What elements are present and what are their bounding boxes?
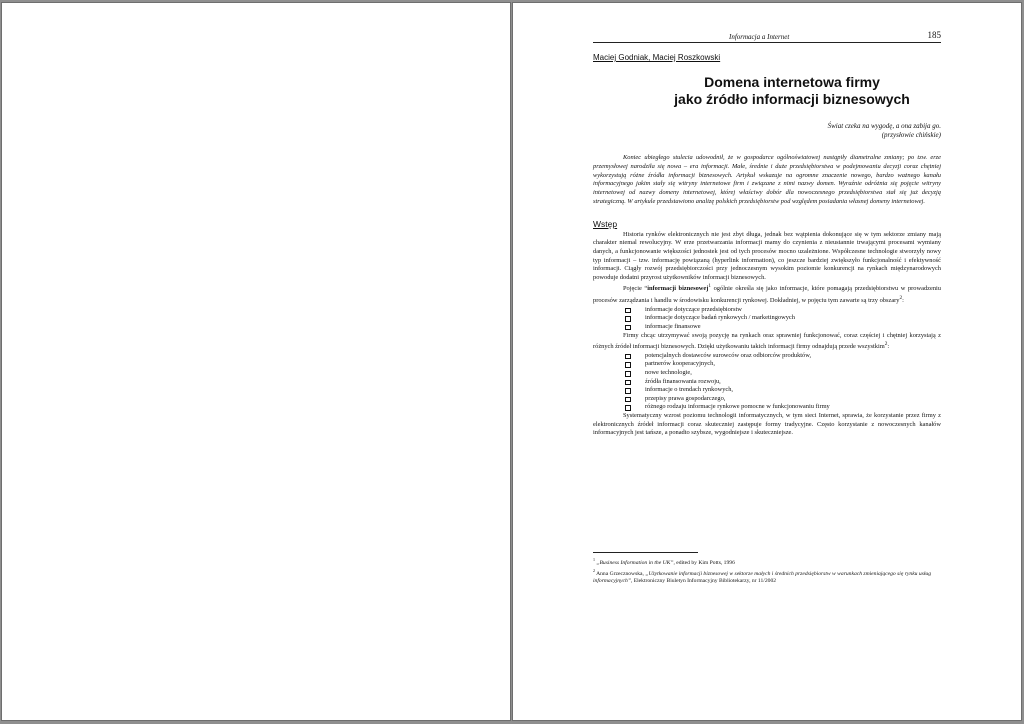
- para3-end: :: [887, 343, 890, 351]
- footnote-ref-1[interactable]: 1: [708, 283, 712, 290]
- authors: Maciej Godniak, Maciej Roszkowski: [593, 53, 721, 62]
- article-title: [593, 74, 941, 108]
- epigraph: [593, 122, 941, 140]
- paragraph-2: [593, 282, 941, 305]
- footnote-1-number: 1: [593, 557, 595, 562]
- footnote-2-author: Anna Grzecznowska,: [595, 570, 646, 577]
- page-right: [513, 3, 1021, 720]
- page-content: [593, 29, 941, 438]
- page-number: 185: [927, 30, 941, 40]
- epigraph-source: (przysłowie chińskie): [881, 131, 941, 139]
- footnote-1-title: „Business Information in the UK”: [596, 559, 674, 566]
- footnote-1: [593, 556, 941, 567]
- running-header-title: Informacja a Internet: [729, 33, 790, 41]
- abstract: Koniec ubiegłego stulecia udowodnił, że w gospodarce ogólnoświatowej nastąpiły diametralne zmiany; po tzw. erze przemysłowej narodziła się nowa – era informacji. Małe, średnie i duże przedsiębiorstwa w podejmowaniu decyzji coraz chętniej wykorzystują różne źródła informacji biznesowych. Artykuł wskazuje na ogromne znaczenie nowego, bardzo ważnego kanału informacyjnego jakim stały się witryny internetowe firm i związane z nimi nazwy domen. Wyraźnie odróżnia się pojęcie witryny internetowej od nazwy domeny internetowej, której właściwy dobór dla nowoczesnego przedsiębiorstwa stał się już decyzją strategiczną. W artykule przedstawiono analizę polskich przedsiębiorstw pod względem posiadania własnej domeny internetowej.: [593, 154, 941, 205]
- list-item: źródła finansowania rozwoju,: [625, 378, 941, 387]
- list-item: informacje dotyczące badań rynkowych / marketingowych: [625, 314, 941, 323]
- footnote-ref-3[interactable]: 2: [884, 341, 888, 348]
- footnote-divider: [593, 552, 698, 553]
- list-item: przepisy prawa gospodarczego,: [625, 395, 941, 404]
- list-item: partnerów kooperacyjnych,: [625, 360, 941, 369]
- paragraph-1: Historia rynków elektronicznych nie jest zbyt długa, jednak bez wątpienia dokonujące się w tym sektorze zmiany mają charakter niemal rewolucyjny. W erze przetwarzania informacji mamy do czynienia z nieustannie trwającymi procesami wymiany danych, a funkcjonowanie większości jednostek jest od tych procesów mocno uzależnione. Współczesne technologie stworzyły nowy typ informacji – tzw. informację powiązaną (hyperlink information), co jeszcze bardziej zwiększyło funkcjonalność i efektywność informacji. Ciągły rozwój przedsiębiorczości przy jednoczesnym wysokim poziomie konkurencji na rynkach międzynarodowych powoduje dodatni przyrost użytkowników informacji biznesowych.: [593, 230, 941, 281]
- footnote-ref-2[interactable]: 2: [899, 295, 903, 302]
- footnote-2-number: 2: [593, 568, 595, 574]
- para2-rest: ogólnie określa się jako informacje, które pomagają przedsiębiorstwu w prowadzeniu procesów zarządzania i handlu w środowisku konkurencji rynkowej. Dokładniej, w pojęciu tym zawarte są trzy obszary: [593, 285, 941, 305]
- footnotes: [593, 552, 941, 585]
- footnote-2-title: „Użytkowanie informacji biznesowej w sektorze małych i średnich przedsiębiorstw w warunkach zmieniającego się rynku usług informacyjnych”: [593, 570, 931, 585]
- epigraph-quote: Świat czeka na wygodę, a ona zabija go.: [827, 122, 941, 130]
- footnote-2-rest: , Elektroniczny Biuletyn Informacyjny Bibliotekarzy, nr 11/2002: [630, 578, 777, 585]
- section-heading: Wstęp: [593, 218, 618, 229]
- bullet-list-1: [593, 306, 941, 332]
- para3-text: Firmy chcąc utrzymywać swoją pozycję na rynkach oraz sprawniej funkcjonować, coraz częściej i chętniej korzystają z różnych źródeł informacji biznesowych. Dzięki użytkowaniu takich informacji firmy odnajdują przede wszystkim: [593, 331, 941, 351]
- para2-end: :: [902, 297, 904, 305]
- footnote-2: [593, 567, 941, 585]
- page-left-blank: [2, 3, 510, 720]
- paragraph-4: Systematyczny wzrost poziomu technologii informatycznych, w tym sieci Internet, sprawia, że korzystanie przez firmy z elektronicznych źródeł informacji coraz skuteczniej zastępuje formy tradycyjne. Często korzystanie z nowoczesnych kanałów informacyjnych jest tańsze, a ponadto szybsze, wygodniejsze i skuteczniejsze.: [593, 412, 941, 437]
- list-item: informacje o trendach rynkowych,: [625, 386, 941, 395]
- list-item: różnego rodzaju informacje rynkowe pomocne w funkcjonowaniu firmy: [625, 403, 941, 412]
- para2-start: Pojęcie “: [623, 285, 648, 293]
- para2-term: informacji biznesowej: [647, 285, 709, 293]
- footnote-1-rest: , edited by Kim Potts, 1996: [673, 559, 735, 566]
- list-item: informacje finansowe: [625, 323, 941, 332]
- list-item: informacje dotyczące przedsiębiorstw: [625, 306, 941, 315]
- list-item: potencjalnych dostawców surowców oraz odbiorców produktów,: [625, 352, 941, 361]
- running-header: [593, 29, 941, 43]
- title-line-2: jako źródło informacji biznesowych: [674, 91, 910, 107]
- title-line-1: Domena internetowa firmy: [704, 74, 880, 90]
- bullet-list-2: [593, 352, 941, 412]
- paragraph-3: [593, 332, 941, 352]
- list-item: nowe technologie,: [625, 369, 941, 378]
